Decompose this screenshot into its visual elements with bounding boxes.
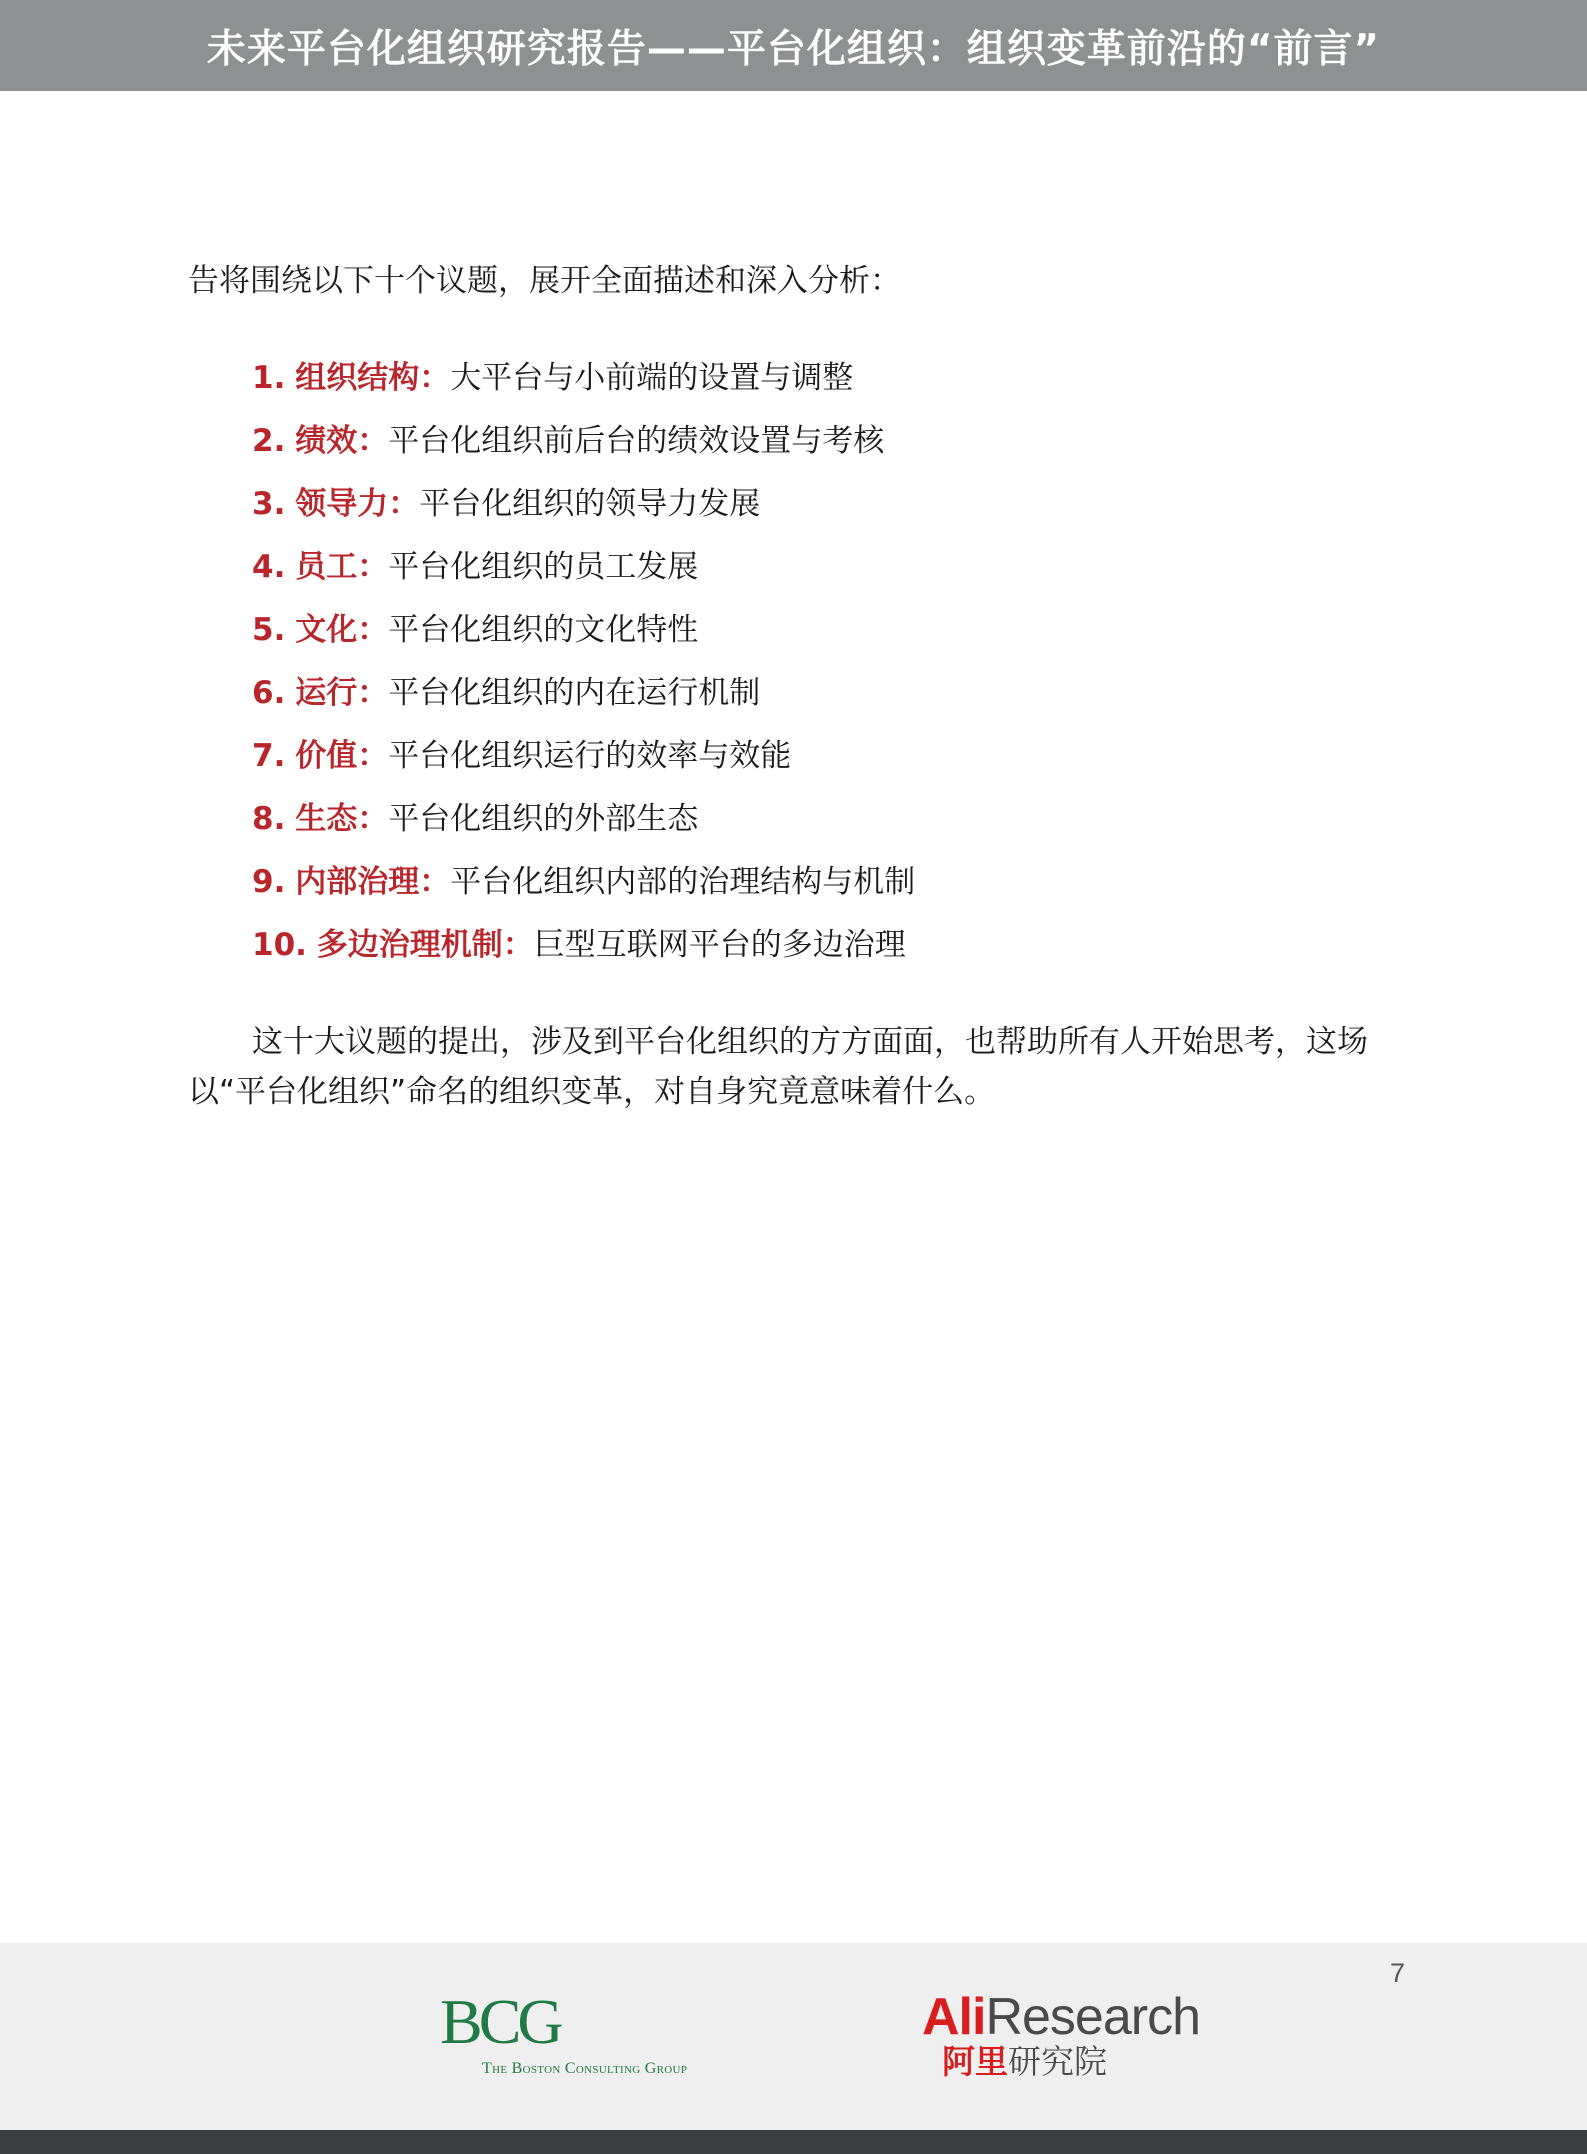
aliresearch-ali: Ali — [922, 1988, 986, 2046]
topic-item — [252, 479, 915, 542]
topic-item — [252, 668, 915, 731]
page-number: 7 — [1389, 1958, 1405, 1988]
document-title: 未来平台化组织研究报告——平台化组织：组织变革前沿的“前言” — [206, 26, 1381, 72]
footer — [0, 1943, 1587, 2130]
aliresearch-chinese-name — [942, 2044, 1200, 2080]
aliresearch-ali-cn: 阿里 — [942, 2042, 1008, 2081]
topic-item — [252, 416, 915, 479]
topic-description: 平台化组织的外部生态 — [388, 801, 699, 837]
topic-description: 平台化组织的领导力发展 — [419, 486, 761, 522]
topic-description: 平台化组织的内在运行机制 — [388, 675, 761, 711]
topic-name: 运行： — [295, 675, 389, 711]
topic-description: 平台化组织内部的治理结构与机制 — [450, 864, 916, 900]
topic-item — [252, 605, 915, 668]
topic-number: 5. — [252, 612, 286, 648]
intro-paragraph: 告将围绕以下十个议题，展开全面描述和深入分析： — [188, 263, 901, 299]
topic-name: 生态： — [295, 801, 389, 837]
topic-number: 8. — [252, 801, 286, 837]
topic-item — [252, 920, 915, 983]
aliresearch-wordmark — [922, 1990, 1200, 2044]
topic-item — [252, 794, 915, 857]
bcg-logo — [440, 1986, 688, 2078]
header-bar — [0, 0, 1587, 91]
topic-number: 10. — [252, 927, 307, 963]
topic-name: 组织结构： — [295, 360, 451, 396]
topic-item — [252, 353, 915, 416]
topic-number: 2. — [252, 423, 286, 459]
aliresearch-logo — [922, 1990, 1200, 2080]
topic-description: 平台化组织前后台的绩效设置与考核 — [388, 423, 885, 459]
bottom-bar — [0, 2130, 1587, 2154]
topic-number: 1. — [252, 360, 286, 396]
topic-description: 巨型互联网平台的多边治理 — [533, 927, 906, 963]
topic-name: 价值： — [295, 738, 389, 774]
topic-name: 文化： — [295, 612, 389, 648]
topic-list — [252, 353, 915, 983]
bcg-logo-subtitle: The Boston Consulting Group — [482, 2060, 688, 2077]
aliresearch-research: Research — [985, 1988, 1201, 2046]
topic-number: 9. — [252, 864, 286, 900]
topic-name: 领导力： — [295, 486, 420, 522]
topic-item — [252, 731, 915, 794]
bcg-logo-mark: BCG — [440, 1986, 560, 2057]
closing-paragraph: 这十大议题的提出，涉及到平台化组织的方方面面，也帮助所有人开始思考，这场以“平台化组织”命名的组织变革，对自身究竟意味着什么。 — [188, 1024, 1368, 1110]
topic-description: 平台化组织的文化特性 — [388, 612, 699, 648]
topic-number: 3. — [252, 486, 286, 522]
topic-item — [252, 857, 915, 920]
topic-name: 内部治理： — [295, 864, 451, 900]
topic-number: 6. — [252, 675, 286, 711]
topic-name: 多边治理机制： — [316, 927, 534, 963]
topic-description: 平台化组织的员工发展 — [388, 549, 699, 585]
topic-description: 平台化组织运行的效率与效能 — [388, 738, 792, 774]
topic-number: 7. — [252, 738, 286, 774]
topic-name: 绩效： — [295, 423, 389, 459]
topic-item — [252, 542, 915, 605]
topic-name: 员工： — [295, 549, 389, 585]
aliresearch-institute-cn: 研究院 — [1008, 2042, 1107, 2081]
topic-number: 4. — [252, 549, 286, 585]
topic-description: 大平台与小前端的设置与调整 — [450, 360, 854, 396]
